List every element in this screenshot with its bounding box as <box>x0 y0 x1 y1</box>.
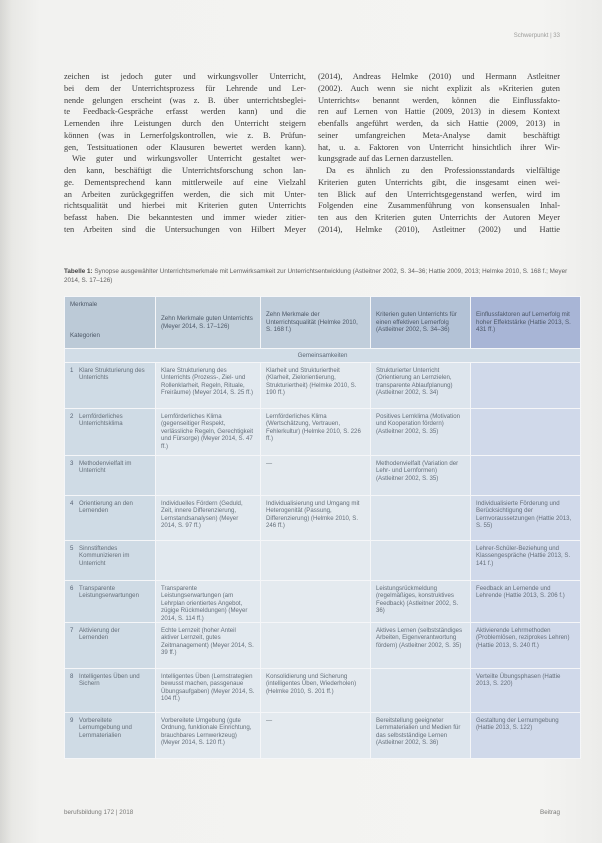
text-line: ten aus den Kriterien guten Unterrichts der Autoren Meyer <box>318 213 560 222</box>
table-row <box>65 409 581 456</box>
group-label-row <box>65 349 581 363</box>
text-line: (2014), Helmke (2010), Astleitner (2002) und Hattie <box>318 224 560 234</box>
footer-section: Beitrag <box>540 809 560 816</box>
row-number: 5 <box>70 545 74 552</box>
table-cell <box>471 363 580 408</box>
text-line: Folgenden eine Zusammenführung von konsensualen Inhal- <box>318 201 560 211</box>
text-line: ten Blick auf den Unterrichtsgegenstand werfen, wird im <box>318 189 560 199</box>
table-cell: Gestaltung der Lernumgebung (Hattie 2013, S. 122) <box>476 717 559 732</box>
table-cell: Transparente Leistungserwartungen (am Lehrplan orientiertes Angebot, zügige Rückmeldungen) (Meyer 2014, S. 114 ff.) <box>161 585 248 622</box>
row-number: 8 <box>70 673 74 680</box>
header-hattie: Einflussfaktoren auf Lernerfolg mit hoher Effektstärke (Hattie 2013, S. 431 ff.) <box>476 311 571 334</box>
row-category <box>65 496 155 540</box>
text-line: Kriterien guten Unterrichts gibt, die insgesamt einen wei- <box>318 177 560 187</box>
right-text-column <box>318 71 560 236</box>
category-label: Kategorien <box>70 332 100 340</box>
text-line: ebenfalls angeführt werden, da sich Hattie (2009, 2013) in <box>318 119 560 128</box>
table-cell: Vorbereitete Umgebung (gute Ordnung, funktionale Einrichtung, brauchbares Lernwerkzeug) (Meyer 2014, S. 120 ff.) <box>161 717 252 747</box>
row-label: Sinnstiftendes Kommunizieren im Unterricht <box>79 545 130 567</box>
row-label: Orientierung an den Lernenden <box>79 500 133 515</box>
table-cell: Konsolidierung und Sicherung (intelligentes Üben, Wiederholen) (Helmke 2010, S. 201 ff.) <box>266 673 357 695</box>
text-line: ge. Dementsprechend kann mittlerweile auf eine Vielzahl <box>64 177 306 187</box>
table-header-cell <box>471 297 581 349</box>
table-row <box>65 456 581 496</box>
table-header-cell <box>371 297 471 349</box>
text-line: ten Arbeiten sind die Untersuchungen von Hilbert Meyer <box>64 224 306 234</box>
table-header-cell <box>261 297 371 349</box>
row-category <box>65 363 155 408</box>
row-category <box>65 669 155 712</box>
header-astleitner: Kriterien guten Unterrichts für einen effektiven Lernerfolg (Astleitner 2002, S. 34–36) <box>376 311 457 334</box>
table-cell: — <box>266 460 273 467</box>
synopsis-table <box>64 296 581 759</box>
row-category <box>65 541 155 580</box>
table-cell: Aktivierende Lehrmethoden (Problemlösen, reziprokes Lehren) (Hattie 2013, S. 240 ff.) <box>476 627 570 649</box>
left-text-column <box>64 71 306 236</box>
text-line: den kann, beschäftigt die Unterrichtsforschung schon lan- <box>64 166 306 175</box>
text-line: kungsgrade auf das Lernen darzustellen. <box>318 154 454 164</box>
table-cell: Lernförderliches Klima (gegenseitiger Respekt, verlässliche Regeln, Gerechtigkeit und Fürsorge) (Meyer 2014, S. 47 ff.) <box>161 413 254 450</box>
text-line: Unterrichts« benannt werden, können die Einflussfakto- <box>318 95 560 105</box>
row-label: Klare Strukturierung des Unterrichts <box>79 367 145 382</box>
row-number: 6 <box>70 585 74 592</box>
table-cell: Individualisierung und Umgang mit Heterogenität (Passung, Differenzierung) (Helmke 2010, S. 246 ff.) <box>266 500 360 530</box>
table-cell: Feedback an Lernende und Lehrende (Hattie 2013, S. 206 f.) <box>476 585 565 600</box>
table-cell <box>261 541 370 580</box>
text-line: (2002). Auch wenn sie nicht explizit als »Kriterien guten <box>318 83 560 93</box>
text-line: seiner umfangreichen Meta-Analyse damit beschäftigt <box>318 130 560 140</box>
table-cell: Klare Strukturierung des Unterrichts (Prozess-, Ziel- und Rollenklarheit, Regeln, Rituale, Freiräume) (Meyer 2014, S. 25 ff.) <box>161 367 254 397</box>
header-helmke: Zehn Merkmale der Unterrichtsqualität (Helmke 2010, S. 168 f.) <box>266 311 358 334</box>
footer-publication: berufsbildung 172 | 2018 <box>64 809 134 816</box>
text-line: (2014), Andreas Helmke (2010) und Hermann Astleitner <box>318 72 560 81</box>
row-category <box>65 581 155 622</box>
row-label: Methodenvielfalt im Unterricht <box>79 460 132 475</box>
table-cell: Lernförderliches Klima (Wertschätzung, Vertrauen, Fehlerkultur) (Helmke 2010, S. 226 ff.) <box>266 413 361 443</box>
row-label: Vorbereitete Lernumgebung und Lernmaterialien <box>79 717 132 739</box>
table-caption <box>64 268 580 285</box>
text-line: bei dem der Unterrichtsprozess für Lehrende und Ler- <box>64 83 306 93</box>
text-line: können (was in Lernerfolgskontrollen, wie z. B. Prüfun- <box>64 130 306 140</box>
table-cell <box>471 409 580 455</box>
table-cell: Individuelles Fördern (Geduld, Zeit, innere Differenzierung, Lernstandsanalysen) (Meyer 2014, S. 97 ff.) <box>161 500 243 530</box>
table-cell <box>156 541 260 580</box>
header-meyer: Zehn Merkmale guten Unterrichts (Meyer 2014, S. 17–126) <box>161 314 253 330</box>
row-label: Aktivierung der Lernenden <box>79 627 120 642</box>
table-header-cell <box>156 297 261 349</box>
text-line: befasst haben. Die bekanntesten und immer wieder zitier- <box>64 213 306 222</box>
caption-label: Tabelle 1: <box>64 268 93 275</box>
table-cell: Aktives Lernen (selbstständiges Arbeiten, Eigenverantwortung fördern) (Astleitner 2002, S. 35) <box>376 627 463 649</box>
text-line: an Arbeiten zurückgegriffen werden, die sich mit Unter- <box>64 189 306 199</box>
table-cell: Intelligentes Üben (Lernstrategien bewusst machen, passgenaue Übungsaufgaben) (Meyer 2014, S. 104 ff.) <box>161 673 255 703</box>
table-row <box>65 363 581 409</box>
row-category <box>65 409 155 455</box>
table-cell: Leistungsrückmeldung (regelmäßiges, konstruktives Feedback) (Astleitner 2002, S. 36) <box>376 585 459 615</box>
row-category <box>65 623 155 668</box>
row-category <box>65 456 155 495</box>
table-row <box>65 713 581 759</box>
table-cell: Strukturierter Unterricht (Orientierung an Lernzielen, transparente Ablaufplanung) (Astleitner 2002, S. 34) <box>376 367 453 397</box>
text-line: hat, u. a. Faktoren von Unterricht hinsichtlich ihrer Wir- <box>318 142 560 152</box>
table-cell: Bereitstellung geeigneter Lernmaterialien und Medien für das selbstständige Lernen (Astleitner 2002, S. 36) <box>376 717 461 747</box>
text-line: nende gelungen erscheint (was z. B. über unterrichtsbeglei- <box>64 95 306 105</box>
table-cell <box>371 496 470 540</box>
table-header-row <box>65 297 581 349</box>
row-label: Lernförderliches Unterrichtsklima <box>79 413 123 428</box>
text-line: te Feedback-Gespräche erfasst werden kann) und die <box>64 107 306 117</box>
caption-text: Synopse ausgewählter Unterrichtsmerkmale mit Lernwirksamkeit zur Unterrichtsentwicklung (Astleitner 2002, S. 34–36; Hattie 2009, 2013; Helmke 2010, S. 168 f.; Meyer 2014, S. 17–126) <box>64 268 568 284</box>
text-line: gen, Testsituationen oder Klausuren bewertet werden kann). <box>64 142 306 152</box>
table-cell <box>471 456 580 495</box>
row-label: Intelligentes Üben und Sichern <box>79 673 140 688</box>
table-row <box>65 541 581 581</box>
row-label: Transparente Leistungserwartungen <box>79 585 139 600</box>
table-cell: Individualisierte Förderung und Berücksichtigung der Lernvoraussetzungen (Hattie 2013, S. 55) <box>476 500 572 530</box>
table-cell <box>156 456 260 495</box>
text-line: Lernenden ihre Leistungen durch den Unterricht steigern <box>64 119 306 128</box>
row-number: 4 <box>70 500 74 507</box>
table-cell: Verteilte Übungsphasen (Hattie 2013, S. 220) <box>476 673 561 688</box>
table-cell <box>371 541 470 580</box>
header-merkmale: Merkmale <box>70 301 98 308</box>
row-number: 1 <box>70 367 74 374</box>
running-header: Schwerpunkt | 33 <box>513 33 560 39</box>
row-category <box>65 713 155 758</box>
row-number: 2 <box>70 413 74 420</box>
table-header-cell <box>65 297 156 349</box>
group-label: Gemeinsamkeiten <box>297 352 348 359</box>
table-cell: Lehrer-Schüler-Beziehung und Klassengespräche (Hattie 2013, S. 141 f.) <box>476 545 571 567</box>
table-row <box>65 623 581 669</box>
table-cell: Methodenvielfalt (Variation der Lehr- und Lernformen) (Astleitner 2002, S. 35) <box>376 460 459 482</box>
text-line: Wie guter und wirkungsvoller Unterricht gestaltet wer- <box>72 154 306 164</box>
row-number: 9 <box>70 717 74 724</box>
text-line: ren auf Lernen von Hattie (2009, 2013) in diesem Kontext <box>318 107 560 117</box>
table-row <box>65 581 581 623</box>
table-cell: — <box>266 717 273 724</box>
row-number: 3 <box>70 460 74 467</box>
text-line: zeichen ist jedoch guter und wirkungsvoller Unterricht, <box>64 72 306 81</box>
table-cell: Echte Lernzeit (hoher Anteil aktiver Lernzeit, gutes Zeitmanagement) (Meyer 2014, S. 39 ff.) <box>161 627 254 657</box>
table-cell <box>261 581 370 622</box>
table-cell: Klarheit und Strukturiertheit (Klarheit, Zielorientierung, Strukturiertheit) (Helmke 2010, S. 190 ff.) <box>266 367 357 397</box>
table-cell <box>371 669 470 712</box>
text-line: richtsqualität und hierbei mit Kriterien guten Unterrichts <box>64 201 306 211</box>
table-row <box>65 669 581 713</box>
table-row <box>65 496 581 541</box>
table-cell: Positives Lernklima (Motivation und Kooperation fördern) (Astleitner 2002, S. 35) <box>376 413 460 435</box>
row-number: 7 <box>70 627 74 634</box>
text-line: Da es ähnlich zu den Professionsstandards vielfältige <box>326 166 560 175</box>
table-cell <box>261 623 370 668</box>
